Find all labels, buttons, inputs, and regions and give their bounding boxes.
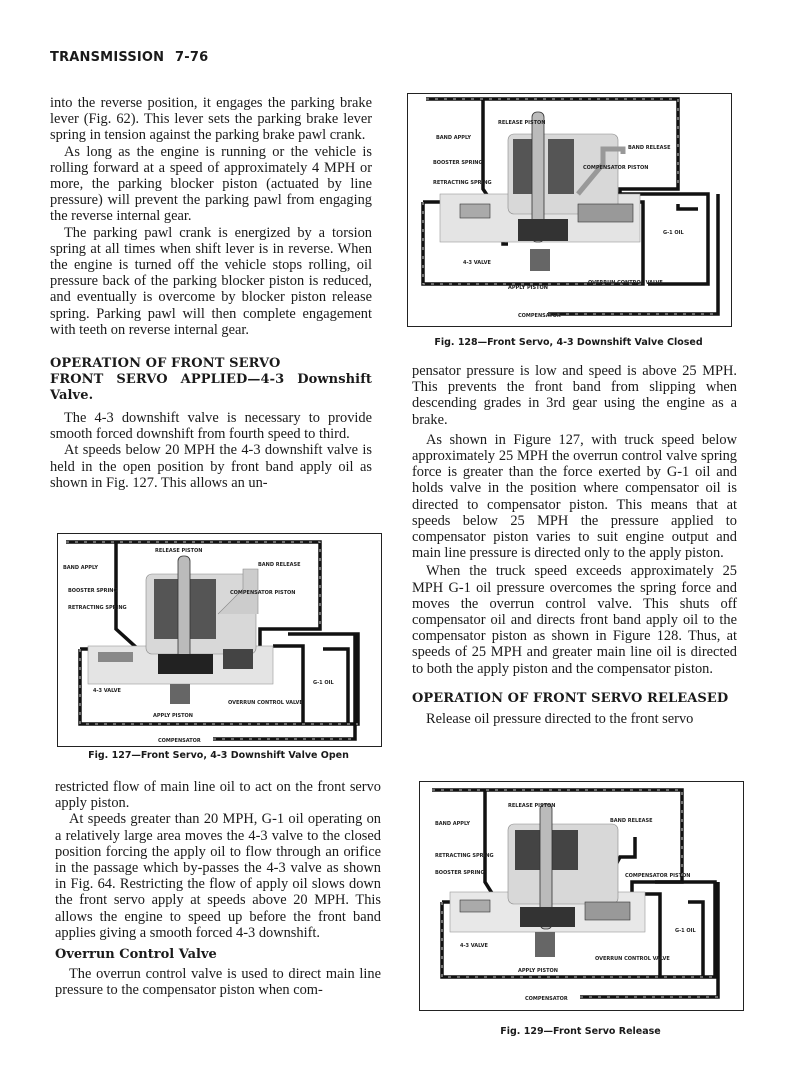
label-4-3-valve: 4-3 VALVE bbox=[463, 260, 491, 266]
section-heading: OPERATION OF FRONT SERVO bbox=[50, 356, 281, 372]
servo-diagram-129 bbox=[420, 782, 743, 1010]
paragraph: into the reverse position, it engages the parking brake lever (Fig. 62). This lever sets the parking brake lever spring in tension against the parking brake pawl crank. bbox=[50, 95, 372, 144]
section-subheading: FRONT SERVO APPLIED—4-3 Downshift Valve. bbox=[50, 372, 372, 404]
section-title: TRANSMISSION bbox=[50, 50, 165, 65]
label-booster-spring: BOOSTER SPRING bbox=[435, 870, 485, 876]
label-band-release: BAND RELEASE bbox=[258, 562, 301, 568]
servo-diagram-128 bbox=[408, 94, 731, 326]
label-overrun-control-valve: OVERRUN CONTROL VALVE bbox=[595, 956, 670, 962]
label-g1-oil: G-1 OIL bbox=[663, 230, 684, 236]
label-release-piston: RELEASE PISTON bbox=[508, 803, 556, 809]
label-band-apply: BAND APPLY bbox=[435, 821, 470, 827]
label-g1-oil: G-1 OIL bbox=[675, 928, 696, 934]
label-band-apply: BAND APPLY bbox=[63, 565, 98, 571]
label-booster-spring: BOOSTER SPRING bbox=[68, 588, 118, 594]
label-release-piston: RELEASE PISTON bbox=[498, 120, 546, 126]
paragraph: pensator pressure is low and speed is above 25 MPH. This prevents the front band from slipping when descending grades in 3rd gear using the engine as a brake. bbox=[412, 363, 737, 428]
paragraph: restricted flow of main line oil to act on the front servo apply piston. bbox=[55, 779, 381, 812]
label-compensator: COMPENSATOR bbox=[518, 313, 561, 319]
figure-127-caption: Fig. 127—Front Servo, 4-3 Downshift Valve Open bbox=[88, 750, 349, 761]
label-4-3-valve: 4-3 VALVE bbox=[93, 688, 121, 694]
label-band-release: BAND RELEASE bbox=[628, 145, 671, 151]
figure-129-caption: Fig. 129—Front Servo Release bbox=[500, 1026, 661, 1037]
paragraph: At speeds greater than 20 MPH, G-1 oil operating on a relatively large area moves the 4-3 valve to the closed position forcing the apply oil to flow through an orifice in the passage which by-passes the 4-3 valve as shown in Fig. 64. Restricting the flow of apply oil slows down the front servo apply at speeds above 20 MPH. This allows the engine to speed up before the front band applies giving a smooth forced 4-3 downshift. bbox=[55, 811, 381, 941]
paragraph: The overrun control valve is used to direct main line pressure to the compensator piston when com- bbox=[55, 966, 381, 999]
label-retracting-spring: RETRACTING SPRING bbox=[433, 180, 492, 186]
label-compensator: COMPENSATOR bbox=[158, 738, 201, 744]
label-band-release: BAND RELEASE bbox=[610, 818, 653, 824]
label-compensator-piston: COMPENSATOR PISTON bbox=[230, 590, 296, 596]
left-column-top bbox=[50, 95, 372, 491]
left-column-bottom bbox=[55, 779, 381, 998]
label-overrun-control-valve: OVERRUN CONTROL VALVE bbox=[588, 280, 663, 286]
page-number: 7-76 bbox=[175, 50, 209, 65]
servo-diagram-127 bbox=[58, 534, 381, 746]
label-booster-spring: BOOSTER SPRING bbox=[433, 160, 483, 166]
label-retracting-spring: RETRACTING SPRING bbox=[435, 853, 494, 859]
section-heading: Overrun Control Valve bbox=[55, 947, 217, 963]
paragraph: Release oil pressure directed to the front servo bbox=[426, 710, 694, 727]
label-apply-piston: APPLY PISTON bbox=[518, 968, 558, 974]
label-4-3-valve: 4-3 VALVE bbox=[460, 943, 488, 949]
paragraph: The 4-3 downshift valve is necessary to provide smooth forced downshift from fourth speed to third. bbox=[50, 410, 372, 443]
section-heading: OPERATION OF FRONT SERVO RELEASED bbox=[412, 690, 729, 706]
label-compensator-piston: COMPENSATOR PISTON bbox=[625, 873, 691, 879]
label-overrun-control-valve: OVERRUN CONTROL VALVE bbox=[228, 700, 303, 706]
label-release-piston: RELEASE PISTON bbox=[155, 548, 203, 554]
label-retracting-spring: RETRACTING SPRING bbox=[68, 605, 127, 611]
right-column bbox=[412, 363, 737, 727]
paragraph: As shown in Figure 127, with truck speed below approximately 25 MPH the overrun control valve spring force is greater than the force exerted by G-1 oil and holds valve in the position where compensator oil is directed to compensator piston. This means that at speeds below 25 MPH the pressure applied to compensator piston varies to suit engine output and main line pressure is directed only to the apply piston. bbox=[412, 431, 737, 562]
figure-129 bbox=[419, 781, 744, 1011]
label-band-apply: BAND APPLY bbox=[436, 135, 471, 141]
paragraph: At speeds below 20 MPH the 4-3 downshift valve is held in the open position by front band apply oil as shown in Fig. 127. This allows an un- bbox=[50, 442, 372, 491]
label-g1-oil: G-1 OIL bbox=[313, 680, 334, 686]
label-compensator: COMPENSATOR bbox=[525, 996, 568, 1002]
label-compensator-piston: COMPENSATOR PISTON bbox=[583, 165, 649, 171]
figure-128 bbox=[407, 93, 732, 327]
paragraph: When the truck speed exceeds approximately 25 MPH G-1 oil pressure overcomes the spring force and moves the overrun control valve. This shuts off compensator oil and directs front band apply oil to the compensator piston as shown in Figure 128. Thus, at speeds of 25 MPH and greater main line oil is directed to both the apply piston and the compensator piston. bbox=[412, 563, 737, 677]
label-apply-piston: APPLY PISTON bbox=[153, 713, 193, 719]
figure-128-caption: Fig. 128—Front Servo, 4-3 Downshift Valve Closed bbox=[434, 337, 703, 348]
label-apply-piston: APPLY PISTON bbox=[508, 285, 548, 291]
paragraph: As long as the engine is running or the vehicle is rolling forward at a speed of approximately 4 MPH or more, the parking blocker piston (actuated by line pressure) will prevent the parking pawl from engaging the reverse internal gear. bbox=[50, 143, 372, 225]
paragraph: The parking pawl crank is energized by a torsion spring at all times when shift lever is in reverse. When the engine is turned off the vehicle stops rolling, oil pressure back of the parking blocker piston is reduced, and eventually is overcome by blocker piston release spring. Parking pawl will then complete engagement with teeth on reverse internal gear. bbox=[50, 224, 372, 338]
page-header bbox=[50, 50, 208, 65]
figure-127 bbox=[57, 533, 382, 747]
